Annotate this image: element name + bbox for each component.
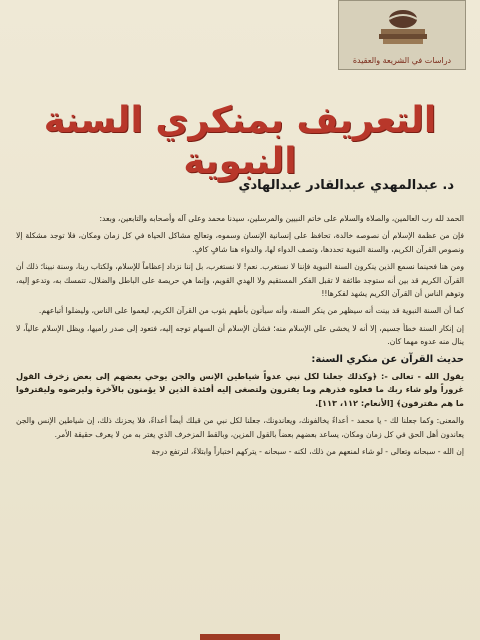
paragraph: إن إنكار السنة خطأ جسيم، إلا أنه لا يخشى على الإسلام منه؛ فشأن الإسلام أن السهام توجه إليه، فتعود إلى صدر راميها، ويظل الإسلام عالياً، لا ينال منه عدوه مهما كان. xyxy=(16,323,464,347)
author-name: د. عبدالمهدي عبدالقادر عبدالهادي xyxy=(238,178,454,193)
article-body xyxy=(16,212,464,632)
paragraph: الحمد لله رب العالمين، والصلاة والسلام على خاتم النبيين والمرسلين، سيدنا محمد وعلى آله وأصحابه والتابعين، وبعد: xyxy=(99,214,464,223)
quran-verse-paragraph: يقول الله - تعالى -: ﴿وكذلك جعلنا لكل نبي عدواً شياطين الإنس والجن يوحي بعضهم إلى بعض زخرف القول غروراً ولو شاء ربك ما فعلوه فذرهم وما يفترون ولتصغى إليه أفئدة الذين لا يؤمنون بالآخرة وليرضوه وليقترفوا ما هم مقترفون﴾ [الأنعام: ١١٢، ١١٣]. xyxy=(16,371,464,408)
paragraph: ومن هنا فحينما نسمع الذين ينكرون السنة النبوية فإننا لا نستغرب. نعم! لا نستغرب، بل إننا نزداد إعظاماً للإسلام، ولكتاب ربنا، وسنة نبينا؛ ذلك أن القرآن الكريم قد بين أنه ستوجد طائفة لا تقبل الفكر المستقيم ولا الهدي القويم، وإنما هي حريصة على الباطل والضلال، تتمسك به، وتدعو إليه، وتوهم الناس أن القرآن الكريم يشهد لفكرها!! xyxy=(16,262,464,299)
book-stack-logo-icon xyxy=(375,7,431,47)
article-title: التعريف بمنكري السنة النبوية xyxy=(43,100,437,182)
series-logo xyxy=(338,0,466,70)
section-heading: حديث القرآن عن منكري السنة: xyxy=(311,353,464,365)
paragraph: إن الله - سبحانه وتعالى - لو شاء لمنعهم من ذلك، لكنه - سبحانه - يتركهم اختباراً وابتلاءً، لترتفع درجة xyxy=(151,447,464,457)
paragraph: فإن من عظمة الإسلام أن نصوصه خالدة، تحافظ على إنسانية الإنسان وسموه، وتعالج مشاكل الحياة في كل زمان ومكان، فلا توجد مشكلة إلا ونصوص القرآن الكريم، والسنة النبوية تحددها، وتصف الدواء لها، والدواء هنا شافٍ كافٍ. xyxy=(16,231,464,254)
page-footer-tab xyxy=(200,634,280,640)
paragraph: كما أن السنة النبوية قد بينت أنه سيظهر من ينكر السنة، وأنه سيأتون بأطهم بثوب من القرآن الكريم، ليعموا على الناس، وليضلوا أتباعهم. xyxy=(38,306,464,316)
logo-caption: دراسات في الشريعة والعقيدة xyxy=(352,56,452,65)
paragraph: والمعنى: وكما جعلنا لك - يا محمد - أعداءً يخالفونك، ويعاندونك، جعلنا لكل نبي من قبلك أيضاً أعداءً، فلا يحزنك ذلك، إن شياطين الإنس والجن يعاندون أهل الحق في كل زمان ومكان، يساعد بعضهم بعضاً بالقول المزين، وبالقط المزخرف الذي يغتر به من لا يعرف حقيقة الأمر. xyxy=(16,416,464,439)
